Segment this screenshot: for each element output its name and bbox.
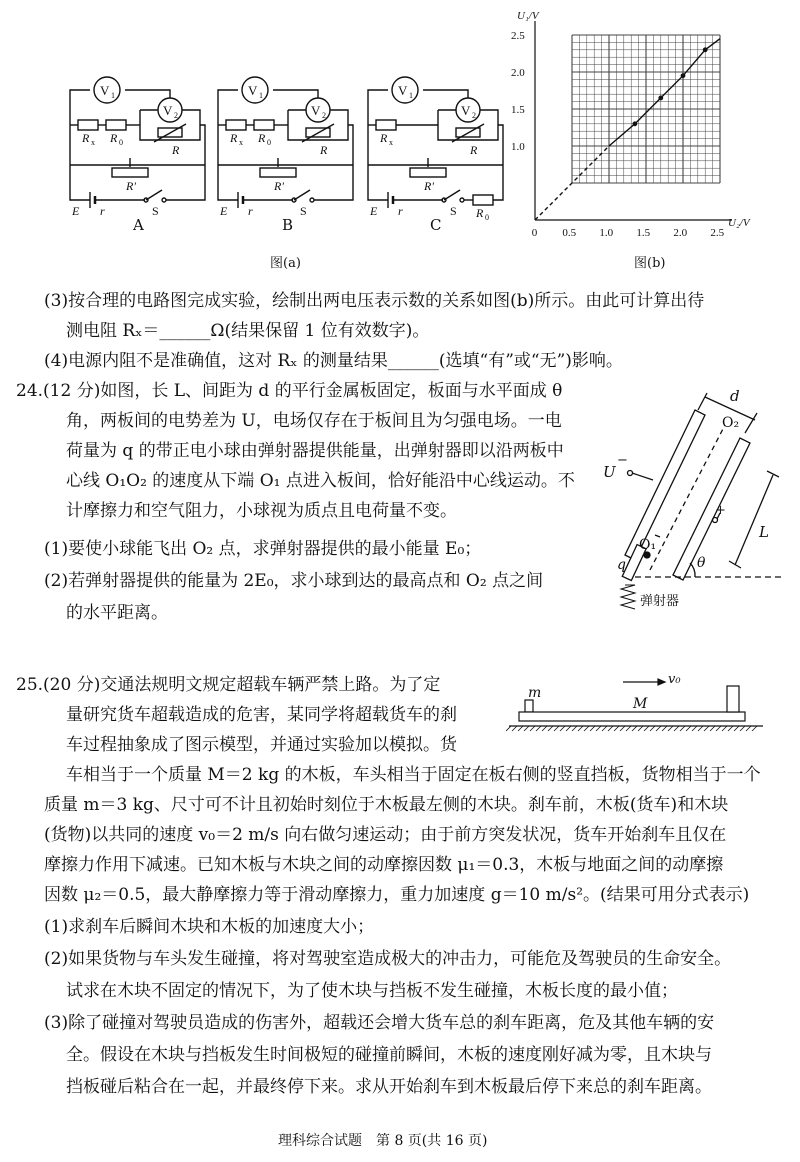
wire bbox=[348, 125, 353, 165]
q24-line-3: 荷量为 q 的带正电小球由弹射器提供能量，出弹射器即以沿两板中 bbox=[66, 441, 564, 461]
circuit-a bbox=[70, 77, 205, 218]
q23-part3-line2: 测电阻 Rₓ＝______Ω(结果保留 1 位有效数字)。 bbox=[66, 321, 430, 341]
ground-hatch bbox=[632, 726, 637, 731]
rprime-label: R' bbox=[424, 179, 434, 193]
r-label: R bbox=[320, 143, 328, 157]
q24-line-1: 24.(12 分)如图，长 L、间距为 d 的平行金属板固定，板面与水平面成 θ bbox=[16, 381, 563, 401]
wire bbox=[70, 165, 90, 200]
ground-hatch bbox=[746, 726, 751, 731]
x-tick-label: 1.0 bbox=[599, 227, 614, 239]
rheostat bbox=[260, 168, 296, 177]
resistor-r0 bbox=[106, 120, 126, 130]
circuit-a-label: A bbox=[133, 216, 144, 234]
ground-hatch bbox=[698, 726, 703, 731]
ground-hatch bbox=[710, 726, 715, 731]
x-tick-label: 2.0 bbox=[673, 227, 688, 239]
q25-line-8: 因数 μ₂＝0.5，最大静摩擦力等于滑动摩擦力，重力加速度 g＝10 m/s²。(结果可用分式表示) bbox=[44, 885, 750, 905]
y-axis-label: U₁/V bbox=[517, 10, 539, 22]
x-tick-label: 0 bbox=[531, 227, 538, 239]
q25-line-2: 量研究货车超载造成的危害，某同学将超载货车的刹 bbox=[66, 705, 457, 725]
y-tick-label: 2.5 bbox=[511, 30, 525, 42]
page-footer: 理科综合试题 第 8 页(共 16 页) bbox=[278, 1133, 488, 1149]
resistor-rx bbox=[376, 120, 396, 130]
v1-label: V bbox=[248, 83, 258, 98]
y-tick-label: 1.0 bbox=[511, 141, 525, 153]
y-tick-label: 2.0 bbox=[511, 67, 525, 79]
rin-label: r bbox=[398, 204, 403, 218]
ground-hatch bbox=[668, 726, 673, 731]
q25-figure bbox=[505, 670, 765, 732]
ground-hatch bbox=[572, 726, 577, 731]
rx-label: R bbox=[380, 131, 388, 145]
ground-hatch bbox=[566, 726, 571, 731]
q25-line-7: 摩擦力作用下减速。已知木板与木块之间的动摩擦因数 μ₁＝0.3，木板与地面之间的动摩擦 bbox=[44, 855, 724, 875]
v1-sub: 1 bbox=[259, 91, 263, 100]
q24-figure bbox=[595, 385, 790, 615]
switch-node bbox=[162, 198, 166, 202]
switch-node bbox=[460, 198, 464, 202]
resistor-rx bbox=[78, 120, 98, 130]
x-axis-label: U₂/V bbox=[728, 217, 750, 229]
rheostat bbox=[112, 168, 148, 177]
ground-hatch bbox=[662, 726, 667, 731]
e-label: E bbox=[220, 204, 228, 218]
q23-part4: (4)电源内阻不是准确值，这对 Rₓ 的测量结果______(选填“有”或“无”)影响。 bbox=[44, 351, 623, 371]
ground-hatch bbox=[752, 726, 757, 731]
q25-line-10: (2)如果货物与车头发生碰撞，将对驾驶室造成极大的冲击力，可能危及驾驶员的生命安全。 bbox=[44, 949, 732, 969]
v2-label: V bbox=[163, 103, 173, 118]
ground-hatch bbox=[692, 726, 697, 731]
y-tick-label: 1.5 bbox=[511, 104, 525, 116]
rin-label: r bbox=[248, 204, 253, 218]
q24-fig-minus: − bbox=[617, 453, 628, 468]
x-tick-label: 1.5 bbox=[636, 227, 651, 239]
rin-label: r bbox=[100, 204, 105, 218]
rprime-label: R' bbox=[126, 179, 136, 193]
wire bbox=[493, 165, 503, 200]
ground-hatch bbox=[596, 726, 601, 731]
q25-fig-M: M bbox=[633, 696, 648, 712]
ground-hatch bbox=[740, 726, 745, 731]
q24-line-8: 的水平距离。 bbox=[66, 603, 168, 623]
wire bbox=[368, 165, 388, 200]
ground-hatch bbox=[722, 726, 727, 731]
q25-fig-m: m bbox=[528, 685, 542, 701]
ground-hatch bbox=[530, 726, 535, 731]
q24-fig-plus: + bbox=[715, 503, 726, 518]
ground-hatch bbox=[614, 726, 619, 731]
ground-hatch bbox=[542, 726, 547, 731]
v1-label: V bbox=[100, 83, 110, 98]
ground-hatch bbox=[644, 726, 649, 731]
rx-sub: x bbox=[389, 138, 393, 147]
v2-sub: 2 bbox=[174, 111, 178, 120]
ground-hatch bbox=[578, 726, 583, 731]
q23-part3-line1: (3)按合理的电路图完成实验，绘制出两电压表示数的关系如图(b)所示。由此可计算出待 bbox=[44, 291, 705, 311]
switch-node bbox=[310, 198, 314, 202]
v1-sub: 1 bbox=[409, 91, 413, 100]
r-label: R bbox=[470, 143, 478, 157]
x-tick-label: 2.5 bbox=[710, 227, 725, 239]
figure-a-caption: 图(a) bbox=[270, 256, 301, 271]
ground-hatch bbox=[608, 726, 613, 731]
series-measured bbox=[609, 39, 720, 146]
rprime-label: R' bbox=[274, 179, 284, 193]
q24-fig-d: d bbox=[730, 387, 740, 405]
ground-hatch bbox=[704, 726, 709, 731]
ground-hatch bbox=[524, 726, 529, 731]
ground-hatch bbox=[602, 726, 607, 731]
q24-fig-o1: O₁ bbox=[639, 537, 657, 553]
ground-hatch bbox=[656, 726, 661, 731]
v2-label: V bbox=[311, 103, 321, 118]
figure-a-circuits bbox=[60, 70, 510, 250]
figure-b-chart bbox=[505, 5, 790, 255]
resistor-r0 bbox=[254, 120, 274, 130]
switch-blade bbox=[294, 190, 310, 200]
switch-blade bbox=[444, 190, 460, 200]
wire bbox=[314, 165, 353, 200]
r0c-sub: 0 bbox=[485, 213, 489, 222]
chart-svg bbox=[505, 5, 790, 255]
circuit-c bbox=[368, 77, 503, 222]
q24-fig-o2: O₂ bbox=[722, 415, 740, 431]
q24-fig-u: U bbox=[603, 463, 616, 481]
q25-line-12: (3)除了碰撞对驾驶员造成的伤害外，超载还会增大货车总的刹车距离，危及其他车辆的安 bbox=[44, 1013, 715, 1033]
switch-blade bbox=[146, 190, 162, 200]
q25-line-4: 车相当于一个质量 M＝2 kg 的木板，车头相当于固定在板右侧的竖直挡板，货物相当于一个 bbox=[66, 765, 761, 785]
ground-hatch bbox=[734, 726, 739, 731]
q25-line-6: (货物)以共同的速度 v₀＝2 m/s 向右做匀速运动；由于前方突发状况，货车开始刹车且仅在 bbox=[44, 825, 727, 845]
r0-label: R bbox=[110, 131, 118, 145]
ground-hatch bbox=[716, 726, 721, 731]
wire bbox=[218, 165, 238, 200]
q24-fig-theta: θ bbox=[697, 555, 706, 571]
plates-diagram bbox=[595, 385, 790, 615]
q25-line-9: (1)求刹车后瞬间木块和木板的加速度大小； bbox=[44, 917, 375, 937]
circuit-c-label: C bbox=[430, 216, 442, 234]
data-point bbox=[703, 47, 708, 52]
x-tick-label: 0.5 bbox=[562, 227, 577, 239]
q25-line-11: 试求在木块不固定的情况下，为了使木块与挡板不发生碰撞，木板长度的最小值； bbox=[66, 981, 678, 1001]
r0-label: R bbox=[258, 131, 266, 145]
wire bbox=[498, 125, 503, 165]
r-label: R bbox=[172, 143, 180, 157]
s-label: S bbox=[450, 204, 457, 218]
ground-hatch bbox=[680, 726, 685, 731]
ground-hatch bbox=[620, 726, 625, 731]
v2-sub: 2 bbox=[472, 111, 476, 120]
r0c-label: R bbox=[476, 206, 484, 220]
ground-hatch bbox=[590, 726, 595, 731]
data-point bbox=[658, 96, 663, 101]
wire bbox=[200, 125, 205, 165]
ground-hatch bbox=[536, 726, 541, 731]
q24-line-4: 心线 O₁O₂ 的速度从下端 O₁ 点进入板间，恰好能沿中心线运动。不 bbox=[66, 471, 575, 491]
r0-sub: 0 bbox=[267, 138, 271, 147]
rx-label: R bbox=[230, 131, 238, 145]
circuit-b-label: B bbox=[282, 216, 294, 234]
q24-fig-launcher: 弹射器 bbox=[640, 594, 680, 609]
q25-line-3: 车过程抽象成了图示模型，并通过实验加以模拟。货 bbox=[66, 735, 457, 755]
rx-label: R bbox=[82, 131, 90, 145]
q24-fig-l: L bbox=[759, 523, 769, 541]
figure-b-caption: 图(b) bbox=[634, 256, 666, 271]
wire bbox=[166, 165, 205, 200]
ground-hatch bbox=[728, 726, 733, 731]
s-label: S bbox=[300, 204, 307, 218]
q24-line-7: (2)若弹射器提供的能量为 2E₀，求小球到达的最高点和 O₂ 点之间 bbox=[44, 571, 544, 591]
ground-hatch bbox=[638, 726, 643, 731]
ground-hatch bbox=[626, 726, 631, 731]
ground-hatch bbox=[560, 726, 565, 731]
ground-hatch bbox=[506, 726, 511, 731]
rx-sub: x bbox=[91, 138, 95, 147]
v1-label: V bbox=[398, 83, 408, 98]
circuit-b bbox=[218, 77, 353, 218]
q25-fig-v0: v₀ bbox=[668, 672, 681, 687]
chart-grid bbox=[572, 35, 720, 183]
v2-label: V bbox=[461, 103, 471, 118]
q25-line-14: 挡板碰后粘合在一起，并最终停下来。求从开始刹车到木板最后停下来总的刹车距离。 bbox=[66, 1077, 712, 1097]
q24-line-6: (1)要使小球能飞出 O₂ 点，求弹射器提供的最小能量 E₀； bbox=[44, 539, 482, 559]
ground-hatch bbox=[686, 726, 691, 731]
q24-line-5: 计摩擦力和空气阻力，小球视为质点且电荷量不变。 bbox=[66, 501, 457, 521]
rheostat bbox=[410, 168, 446, 177]
q25-line-1: 25.(20 分)交通法规明文规定超载车辆严禁上路。为了定 bbox=[16, 675, 441, 695]
ground-hatch bbox=[548, 726, 553, 731]
ground-hatch bbox=[584, 726, 589, 731]
ground-hatch bbox=[554, 726, 559, 731]
v2-sub: 2 bbox=[322, 111, 326, 120]
q24-fig-q: q bbox=[617, 557, 626, 573]
rx-sub: x bbox=[239, 138, 243, 147]
v1-sub: 1 bbox=[111, 91, 115, 100]
ground-hatch bbox=[674, 726, 679, 731]
r0-sub: 0 bbox=[119, 138, 123, 147]
q25-line-5: 质量 m＝3 kg、尺寸可不计且初始时刻位于木板最左侧的木块。刹车前，木板(货车)和木块 bbox=[44, 795, 729, 815]
s-label: S bbox=[152, 204, 159, 218]
ground-hatch bbox=[650, 726, 655, 731]
resistor-rx bbox=[226, 120, 246, 130]
data-point bbox=[633, 121, 638, 126]
e-label: E bbox=[72, 204, 80, 218]
data-point bbox=[681, 73, 686, 78]
ground-hatch bbox=[512, 726, 517, 731]
e-label: E bbox=[370, 204, 378, 218]
resistor-r0-c bbox=[473, 195, 493, 205]
ground-hatch bbox=[518, 726, 523, 731]
q25-line-13: 全。假设在木块与挡板发生时间极短的碰撞前瞬间，木板的速度刚好减为零，且木块与 bbox=[66, 1045, 712, 1065]
q24-line-2: 角，两板间的电势差为 U，电场仅存在于板间且为匀强电场。一电 bbox=[66, 411, 562, 431]
